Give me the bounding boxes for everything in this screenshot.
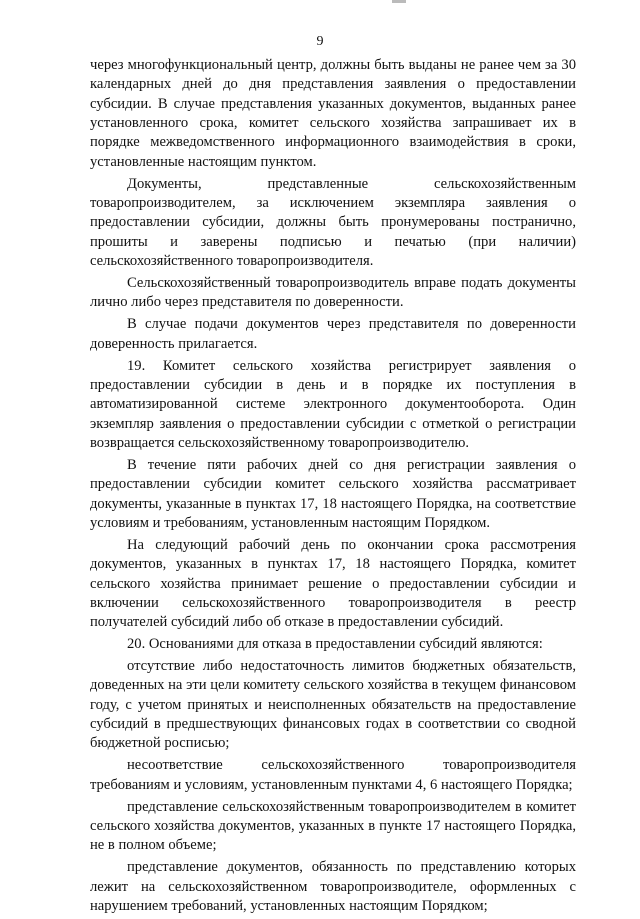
paragraph-item-19: 19. Комитет сельского хозяйства регистрирует заявления о предоставлении субсидии в день и в порядке их поступления в автоматизированной системе электронного документооборота. Один экземпляр заявления о предоставлении субсидии с отметкой о регистрации возвращается сельскохозяйственному товаропроизводителю. <box>90 357 576 451</box>
paragraph-power-of-attorney: В случае подачи документов через представителя по доверенности доверенность прилагается. <box>90 316 576 352</box>
page-number: 9 <box>316 34 324 49</box>
paragraph-review-period: В течение пяти рабочих дней со дня регистрации заявления о предоставлении субсидии комитет сельского хозяйства рассматривает документы, указанные в пунктах 17, 18 настоящего Порядка, на соответствие условиям и требованиям, установленным настоящим Порядком. <box>90 456 576 531</box>
paragraph-decision: На следующий рабочий день по окончании срока рассмотрения документов, указанных в пунктах 17, 18 настоящего Порядка, комитет сельского хозяйства принимает решение о предоставлении субсидии и включении сельскохозяйственного товаропроизводителя в реестр получателей субсидий либо об отказе в предоставлении субсидий. <box>90 536 576 631</box>
paragraph-refusal-limits: отсутствие либо недостаточность лимитов бюджетных обязательств, доведенных на эти цели комитету сельского хозяйства в текущем финансовом году, с учетом принятых и неисполненных обязательств на предоставление субсидий в предшествующих финансовых годах в соответствии со сводной бюджетной росписью; <box>90 658 576 752</box>
paragraph-refusal-incomplete: представление сельскохозяйственным товаропроизводителем в комитет сельского хозяйства документов, указанных в пункте 17 настоящего Порядка, не в полном объеме; <box>90 798 576 854</box>
paragraph-submission-right: Сельскохозяйственный товаропроизводитель вправе подать документы лично либо через представителя по доверенности. <box>90 274 576 311</box>
paragraph-refusal-violation: представление документов, обязанность по представлению которых лежит на сельскохозяйственном товаропроизводителе, оформленных с нарушением требований, установленных настоящим Порядком; <box>90 859 576 914</box>
document-body <box>90 56 576 919</box>
scan-artifact <box>392 0 406 3</box>
paragraph-documents-numbering: Документы, представленные сельскохозяйственным товаропроизводителем, за исключением экземпляра заявления о предоставлении субсидии, должны быть пронумерованы постранично, прошиты и заверены подписью и печатью (при наличии) сельскохозяйственного товаропроизводителя. <box>90 175 576 270</box>
paragraph-item-20: 20. Основаниями для отказа в предоставлении субсидий являются: <box>127 636 543 653</box>
paragraph-refusal-requirements: несоответствие сельскохозяйственного товаропроизводителя требованиям и условиям, установленным пунктами 4, 6 настоящего Порядка; <box>90 757 576 793</box>
paragraph-continuation: через многофункциональный центр, должны быть выданы не ранее чем за 30 календарных дней до дня представления заявления о предоставлении субсидии. В случае представления указанных документов, выданных ранее установленного срока, комитет сельского хозяйства запрашивает их в порядке межведомственного информационного взаимодействия в сроки, установленные настоящим пунктом. <box>90 57 576 170</box>
